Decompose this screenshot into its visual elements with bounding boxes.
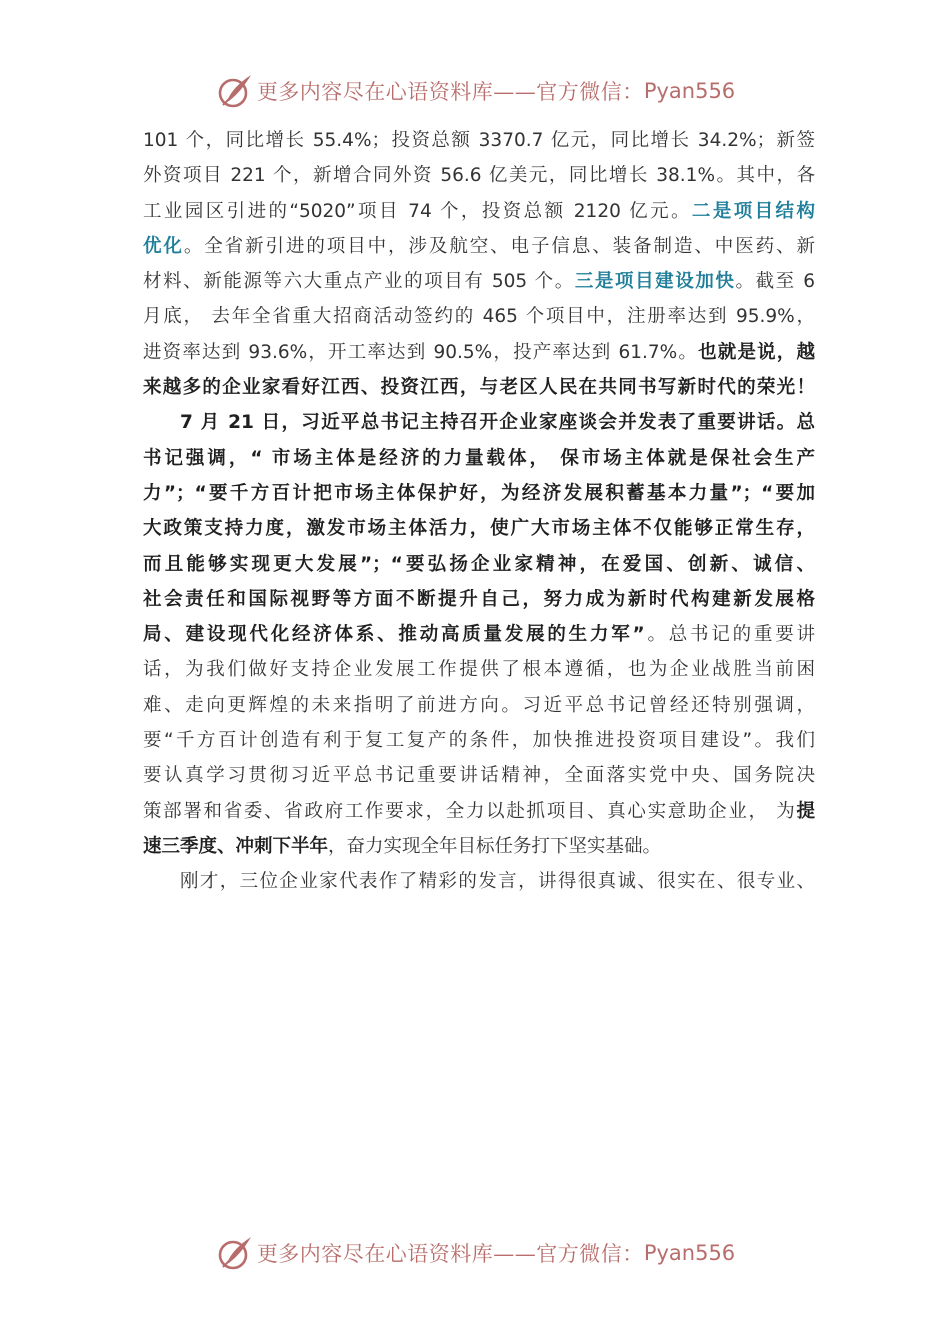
text-line: 优化。全省新引进的项目中，涉及航空、电子信息、装备制造、中医药、新 xyxy=(143,235,815,257)
quill-logo-icon xyxy=(215,71,255,111)
text-line: 材料、新能源等六大重点产业的项目有 505 个。三是项目建设加快。截至 6 xyxy=(143,271,815,293)
document-body xyxy=(143,123,815,900)
text-line: 工业园区引进的“5020”项目 74 个，投资总额 2120 亿元。二是项目结构 xyxy=(143,200,815,222)
text-line: 大政策支持力度，激发市场主体活力，使广大市场主体不仅能够正常生存， xyxy=(143,518,815,540)
text-line: 要认真学习贯彻习近平总书记重要讲话精神，全面落实党中央、国务院决 xyxy=(143,765,815,787)
text-line: 书记强调，“ 市场主体是经济的力量载体， 保市场主体就是保社会生产 xyxy=(143,447,815,469)
text-line: 话，为我们做好支持企业发展工作提供了根本遵循，也为企业战胜当前困 xyxy=(143,659,815,681)
quill-logo-icon xyxy=(215,1233,255,1273)
text-line: 外资项目 221 个，新增合同外资 56.6 亿美元，同比增长 38.1%。其中，各 xyxy=(143,165,815,187)
paragraph-start: 刚才，三位企业家代表作了精彩的发言，讲得很真诚、很实在、很专业、 xyxy=(180,871,815,893)
highlight-phrase: 三是项目建设加快 xyxy=(574,271,736,293)
text-line: 101 个，同比增长 55.4%；投资总额 3370.7 亿元，同比增长 34.2%；新签 xyxy=(143,130,815,151)
text-line: 局、建设现代化经济体系、推动高质量发展的生力军”。总书记的重要讲 xyxy=(143,624,815,646)
text-line: 月底， 去年全省重大招商活动签约的 465 个项目中，注册率达到 95.9%， xyxy=(143,306,815,328)
highlight-phrase: 优化 xyxy=(143,235,184,257)
banner-text: 更多内容尽在心语资料库——官方微信： xyxy=(256,80,644,104)
bold-phrase: 提 xyxy=(796,800,815,822)
highlight-phrase: 二是项目结构 xyxy=(691,200,815,222)
text-line: 进资率达到 93.6%，开工率达到 90.5%，投产率达到 61.7%。也就是说，越 xyxy=(143,341,815,363)
text-line: 速三季度、冲刺下半年，奋力实现全年目标任务打下坚实基础。 xyxy=(143,835,662,857)
banner-wechat-id: Pyan556 xyxy=(643,1241,736,1265)
text-line: 难、走向更辉煌的未来指明了前进方向。习近平总书记曾经还特别强调， xyxy=(143,694,815,716)
text-line: 来越多的企业家看好江西、投资江西，与老区人民在共同书写新时代的荣光！ xyxy=(143,377,815,399)
text-line: 策部署和省委、省政府工作要求，全力以赴抓项目、真心实意助企业， 为提 xyxy=(143,800,815,822)
banner-wechat-id: Pyan556 xyxy=(643,79,736,103)
text-line: 社会责任和国际视野等方面不断提升自己，努力成为新时代构建新发展格 xyxy=(143,588,815,610)
paragraph-start: 7 月 21 日，习近平总书记主持召开企业家座谈会并发表了重要讲话。总 xyxy=(180,412,815,434)
bold-phrase: 局、建设现代化经济体系、推动高质量发展的生力军” xyxy=(143,624,645,646)
text-line: 而且能够实现更大发展”；“要弘扬企业家精神，在爱国、创新、诚信、 xyxy=(143,553,815,575)
header-banner xyxy=(0,68,950,114)
banner-text: 更多内容尽在心语资料库——官方微信： xyxy=(256,1242,644,1266)
text-line: 要“千方百计创造有利于复工复产的条件，加快推进投资项目建设”。我们 xyxy=(143,730,815,752)
bold-phrase: 也就是说，越 xyxy=(698,341,815,363)
bold-phrase: 速三季度、冲刺下半年 xyxy=(143,835,329,857)
text-line: 力”；“要千方百计把市场主体保护好，为经济发展积蓄基本力量”；“要加 xyxy=(143,482,815,504)
footer-banner xyxy=(0,1230,950,1276)
